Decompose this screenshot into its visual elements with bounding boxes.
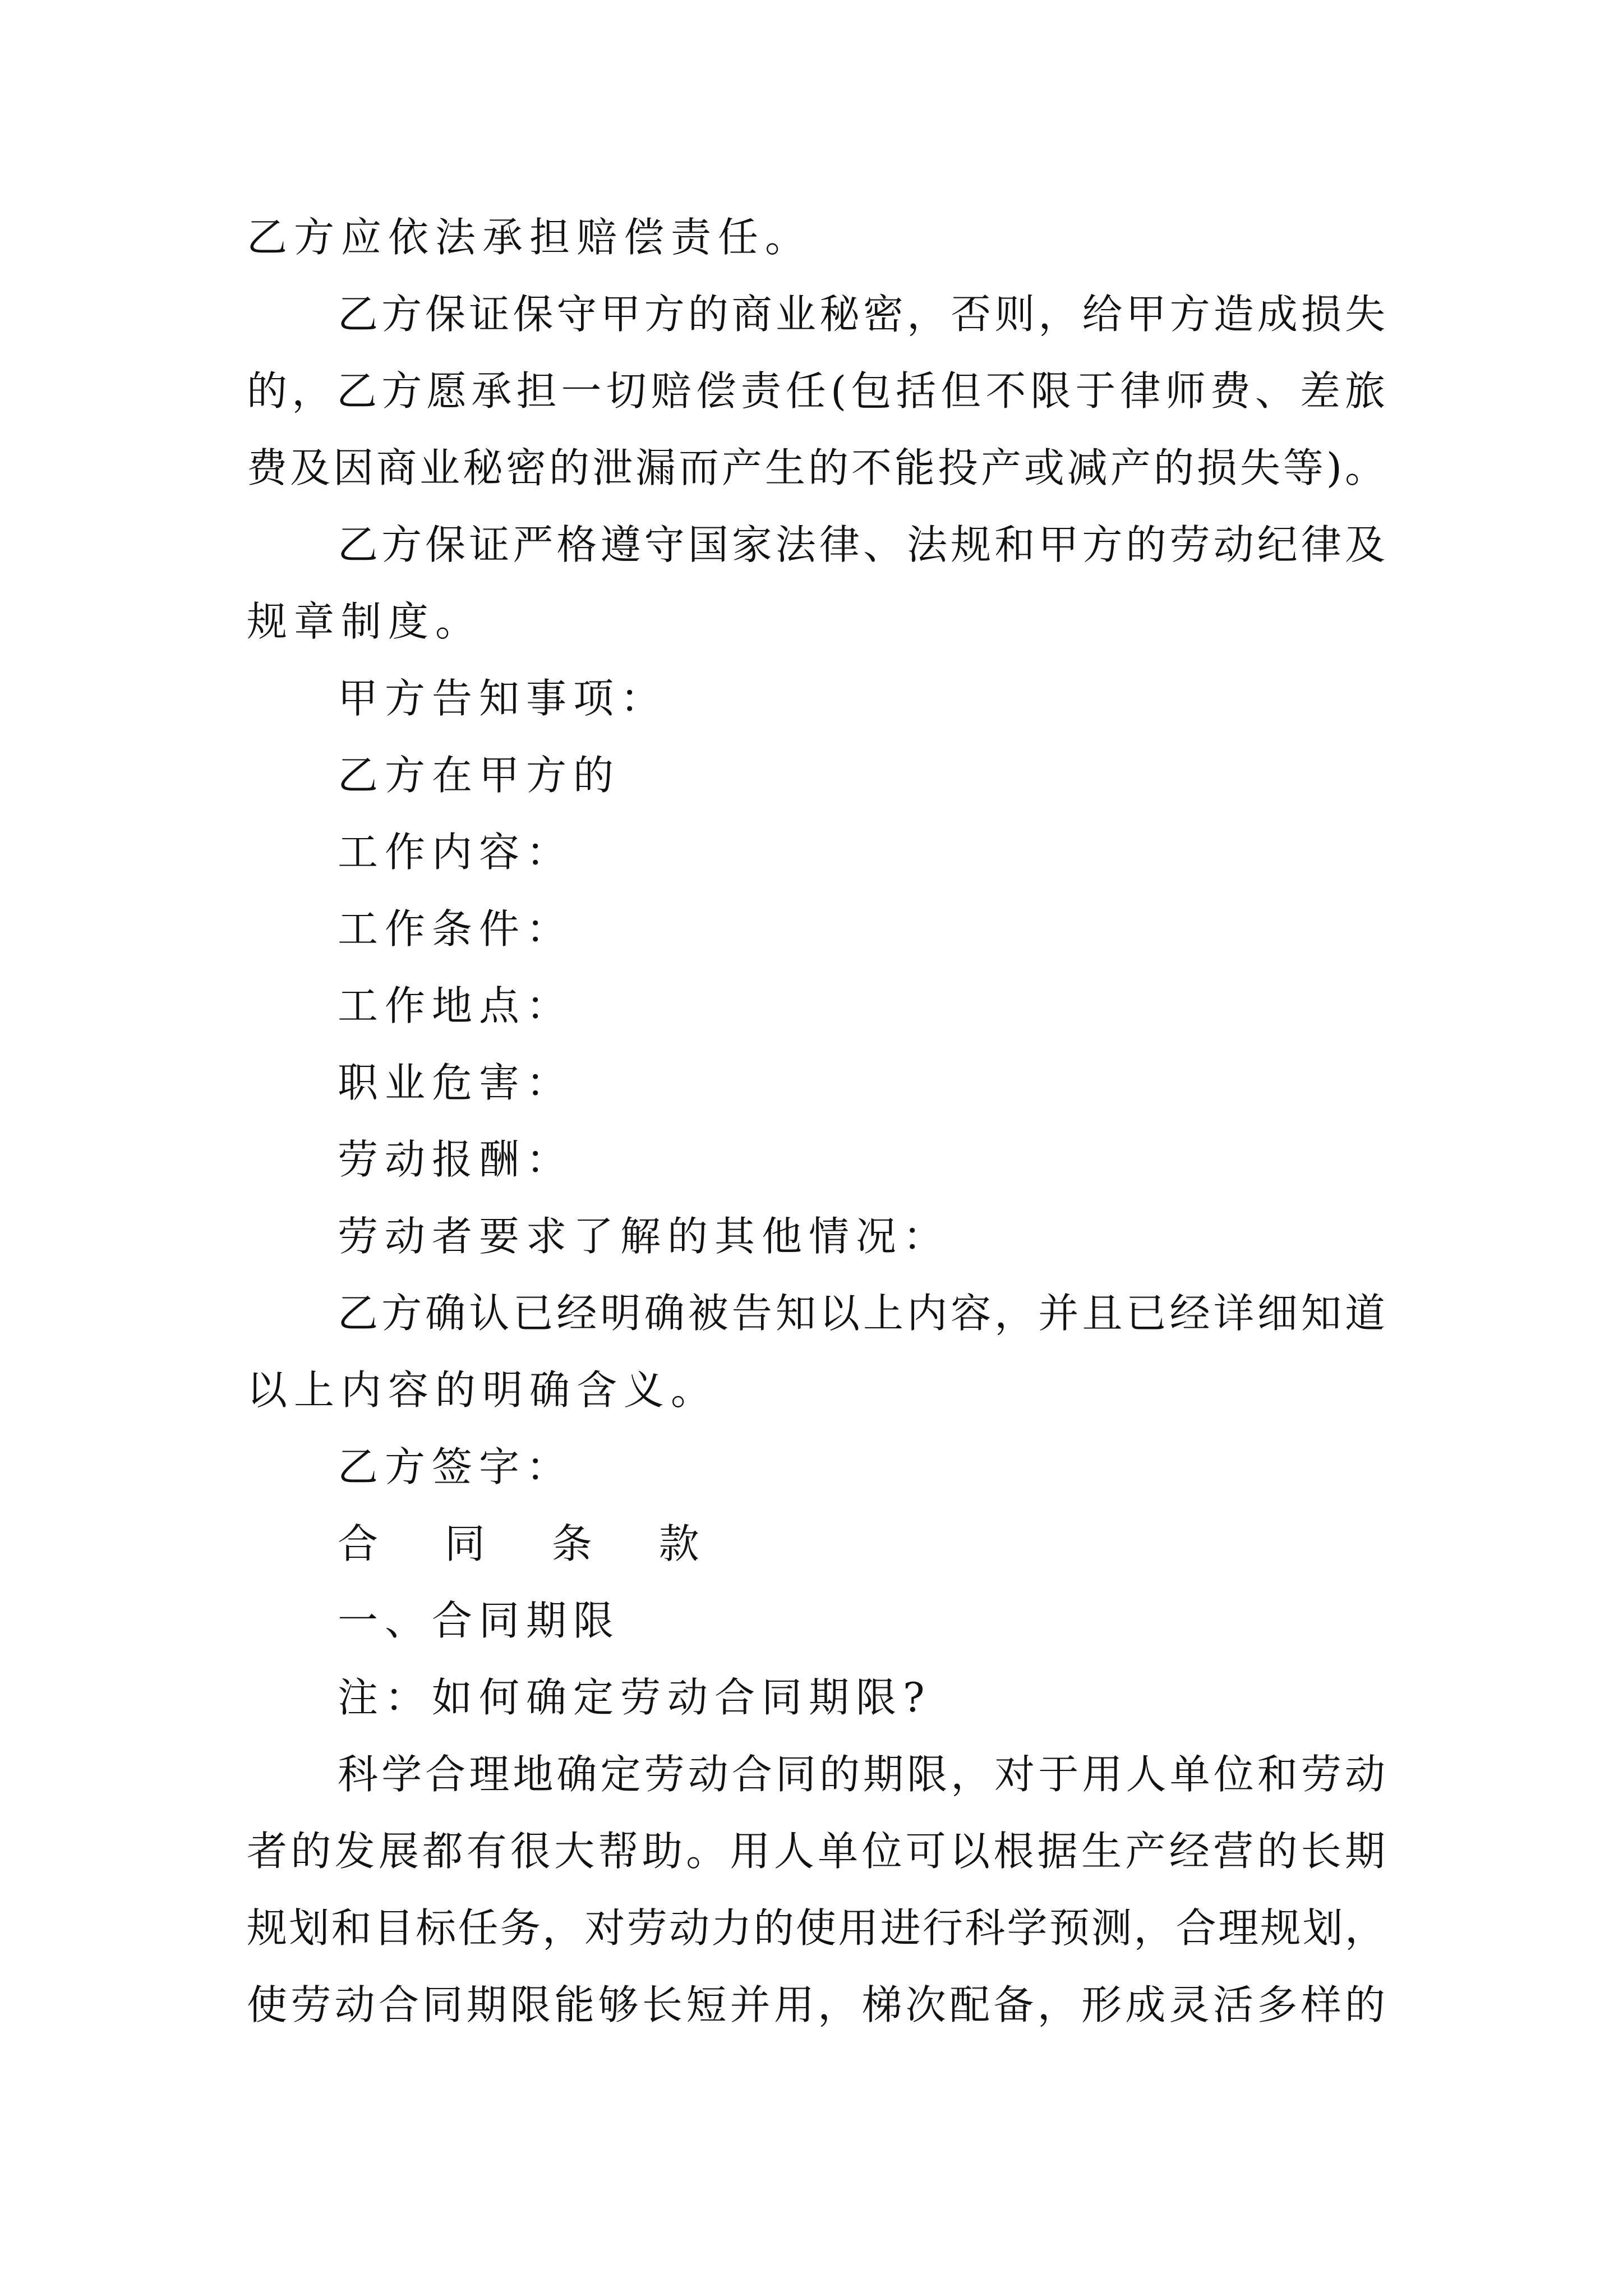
- clause-heading: 一、合同期限: [338, 1597, 621, 1644]
- form-field-label: 劳动者要求了解的其他情况：: [338, 1213, 951, 1260]
- form-field-label: 工作内容：: [338, 829, 574, 876]
- text-line: 乙方保证严格遵守国家法律、法规和甲方的劳动纪律及: [338, 521, 1385, 568]
- form-field-label: 劳动报酬：: [338, 1136, 574, 1183]
- text-line: 者的发展都有很大帮助。用人单位可以根据生产经营的长期: [247, 1828, 1385, 1875]
- text-line: 乙方保证保守甲方的商业秘密，否则，给甲方造成损失: [338, 291, 1385, 338]
- note-line: 注：如何确定劳动合同期限?: [338, 1674, 932, 1721]
- text-line: 规划和目标任务，对劳动力的使用进行科学预测，合理规划，: [247, 1904, 1385, 1952]
- text-line: 科学合理地确定劳动合同的期限，对于用人单位和劳动: [338, 1751, 1385, 1798]
- form-field-label: 工作地点：: [338, 982, 574, 1029]
- text-line: 乙方应依法承担赔偿责任。: [247, 214, 813, 261]
- text-line: 乙方在甲方的: [338, 752, 621, 799]
- text-line: 乙方确认已经明确被告知以上内容，并且已经详细知道: [338, 1290, 1385, 1337]
- section-heading: 合 同 条 款: [338, 1520, 726, 1567]
- text-line: 甲方告知事项：: [338, 675, 668, 722]
- document-body: [247, 199, 1385, 2044]
- text-line: 费及因商业秘密的泄漏而产生的不能投产或减产的损失等)。: [247, 444, 1385, 491]
- text-line: 规章制度。: [247, 598, 483, 645]
- form-field-label: 职业危害：: [338, 1059, 574, 1106]
- text-line: 使劳动合同期限能够长短并用，梯次配备，形成灵活多样的: [247, 1981, 1385, 2028]
- text-line: 的，乙方愿承担一切赔偿责任(包括但不限于律师费、差旅: [247, 367, 1385, 415]
- text-line: 以上内容的明确含义。: [247, 1366, 718, 1414]
- form-field-label: 工作条件：: [338, 905, 574, 953]
- signature-label: 乙方签字：: [338, 1443, 574, 1490]
